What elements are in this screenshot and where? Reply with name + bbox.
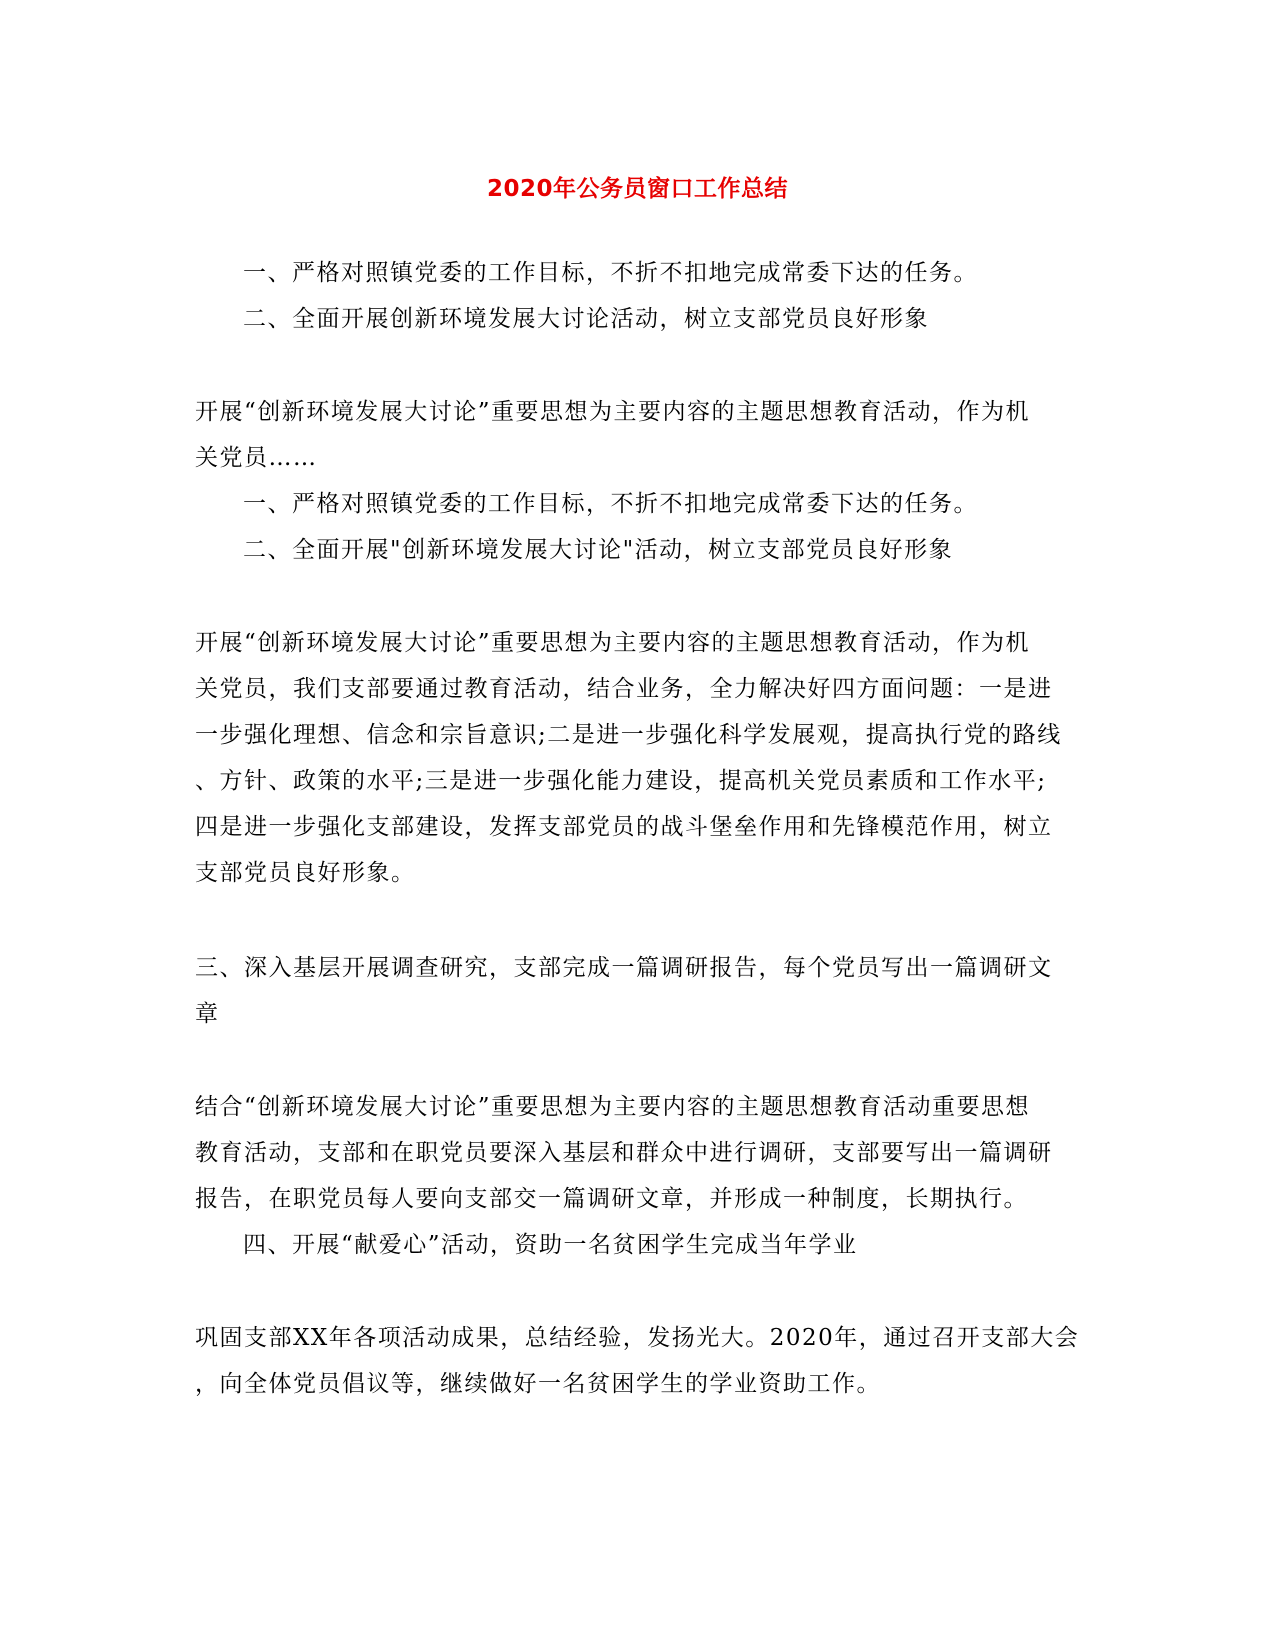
document-title: 2020年公务员窗口工作总结 xyxy=(486,176,788,202)
paragraph-line: 四是进一步强化支部建设，发挥支部党员的战斗堡垒作用和先锋模范作用，树立 xyxy=(195,814,1053,840)
paragraph-line: 三、深入基层开展调查研究，支部完成一篇调研报告，每个党员写出一篇调研文 xyxy=(195,955,1053,981)
paragraph-line: 支部党员良好形象。 xyxy=(195,860,416,886)
paragraph-line: 开展“创新环境发展大讨论”重要思想为主要内容的主题思想教育活动，作为机 xyxy=(195,399,1031,425)
paragraph-line: 结合“创新环境发展大讨论”重要思想为主要内容的主题思想教育活动重要思想 xyxy=(195,1094,1031,1120)
paragraph-line: 四、开展“献爱心”活动，资助一名贫困学生完成当年学业 xyxy=(243,1232,858,1258)
paragraph-line: 一、严格对照镇党委的工作目标，不折不扣地完成常委下达的任务。 xyxy=(243,260,978,286)
paragraph-line: 一、严格对照镇党委的工作目标，不折不扣地完成常委下达的任务。 xyxy=(243,491,978,517)
paragraph-line: 教育活动，支部和在职党员要深入基层和群众中进行调研，支部要写出一篇调研 xyxy=(195,1140,1053,1166)
paragraph-line: 开展“创新环境发展大讨论”重要思想为主要内容的主题思想教育活动，作为机 xyxy=(195,630,1031,656)
paragraph-line: 、方针、政策的水平;三是进一步强化能力建设，提高机关党员素质和工作水平; xyxy=(195,768,1047,794)
paragraph-line: 二、全面开展创新环境发展大讨论活动，树立支部党员良好形象 xyxy=(243,306,929,332)
paragraph-line: 巩固支部XX年各项活动成果，总结经验，发扬光大。2020年，通过召开支部大会 xyxy=(195,1325,1080,1351)
paragraph-line: 一步强化理想、信念和宗旨意识;二是进一步强化科学发展观，提高执行党的路线 xyxy=(195,722,1062,748)
paragraph-line: 章 xyxy=(195,1001,220,1027)
paragraph-line: 二、全面开展"创新环境发展大讨论"活动，树立支部党员良好形象 xyxy=(243,537,954,563)
paragraph-line: 关党员…… xyxy=(195,445,318,471)
paragraph-line: 报告，在职党员每人要向支部交一篇调研文章，并形成一种制度，长期执行。 xyxy=(195,1186,1028,1212)
paragraph-line: ，向全体党员倡议等，继续做好一名贫困学生的学业资助工作。 xyxy=(195,1371,881,1397)
paragraph-line: 关党员，我们支部要通过教育活动，结合业务，全力解决好四方面问题：一是进 xyxy=(195,676,1053,702)
